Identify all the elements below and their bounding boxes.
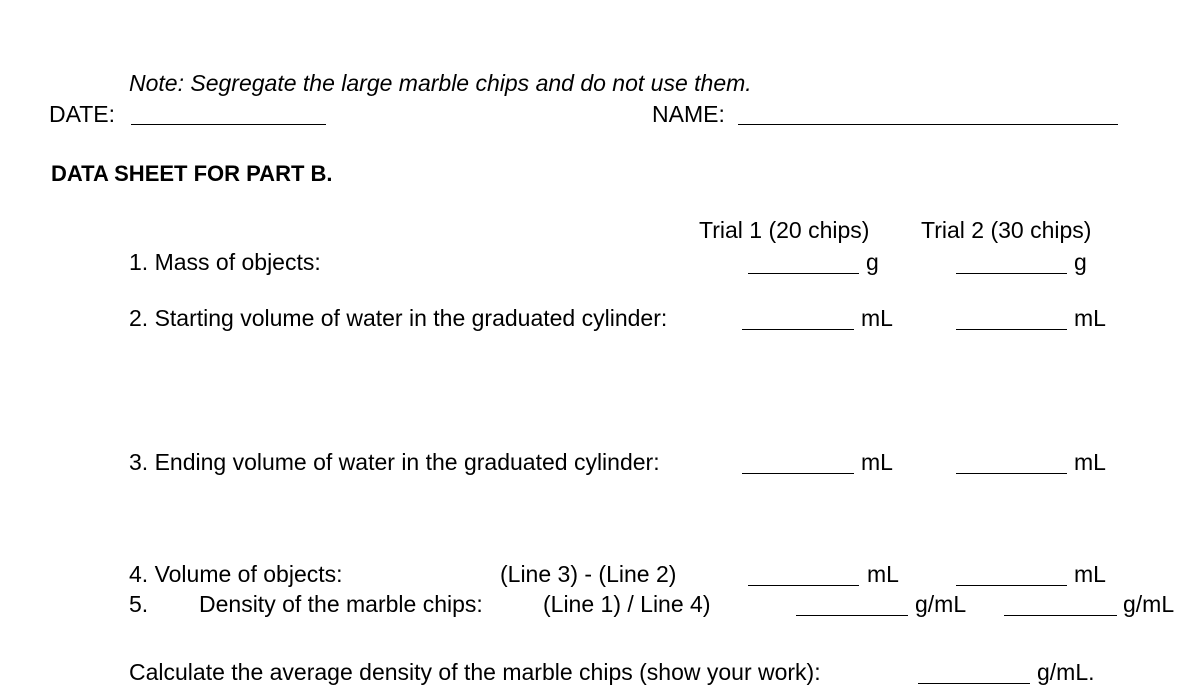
average-label: Calculate the average density of the marble chips (show your work): (129, 659, 821, 685)
row5-label: Density of the marble chips: (199, 591, 483, 617)
row2-trial1-field[interactable] (742, 329, 854, 330)
row5-trial1-unit: g/mL (915, 591, 967, 617)
row5-trial2-unit: g/mL (1123, 591, 1175, 617)
row5-trial2-field[interactable] (1004, 615, 1117, 616)
row1-trial2-field[interactable] (956, 273, 1067, 274)
row1-trial1-field[interactable] (748, 273, 859, 274)
row3-trial1-field[interactable] (742, 473, 854, 474)
row4-trial2-unit: mL (1074, 561, 1106, 587)
row5-number: 5. (129, 591, 149, 617)
date-field[interactable] (131, 124, 326, 125)
row2-trial2-unit: mL (1074, 305, 1106, 331)
row2-trial2-field[interactable] (956, 329, 1067, 330)
name-field[interactable] (738, 124, 1118, 125)
column-header-trial2: Trial 2 (30 chips) (921, 217, 1092, 243)
row4-trial1-unit: mL (867, 561, 899, 587)
row3-trial2-unit: mL (1074, 449, 1106, 475)
note-text: Note: Segregate the large marble chips and do not use them. (129, 70, 752, 96)
row1-trial1-unit: g (866, 249, 879, 275)
row4-trial2-field[interactable] (956, 585, 1067, 586)
name-label: NAME: (652, 101, 725, 127)
row1-label: 1. Mass of objects: (129, 249, 321, 275)
row2-label: 2. Starting volume of water in the graduated cylinder: (129, 305, 668, 331)
row3-trial1-unit: mL (861, 449, 893, 475)
date-label: DATE: (49, 101, 116, 127)
row2-trial1-unit: mL (861, 305, 893, 331)
row4-label: 4. Volume of objects: (129, 561, 343, 587)
row5-trial1-field[interactable] (796, 615, 908, 616)
average-unit: g/mL. (1037, 659, 1095, 685)
page-title: DATA SHEET FOR PART B. (51, 161, 333, 186)
column-header-trial1: Trial 1 (20 chips) (699, 217, 870, 243)
row3-label: 3. Ending volume of water in the graduated cylinder: (129, 449, 660, 475)
row5-formula: (Line 1) / Line 4) (543, 591, 711, 617)
average-field[interactable] (918, 683, 1030, 684)
row3-trial2-field[interactable] (956, 473, 1067, 474)
row4-formula: (Line 3) - (Line 2) (500, 561, 677, 587)
row4-trial1-field[interactable] (748, 585, 859, 586)
row1-trial2-unit: g (1074, 249, 1087, 275)
